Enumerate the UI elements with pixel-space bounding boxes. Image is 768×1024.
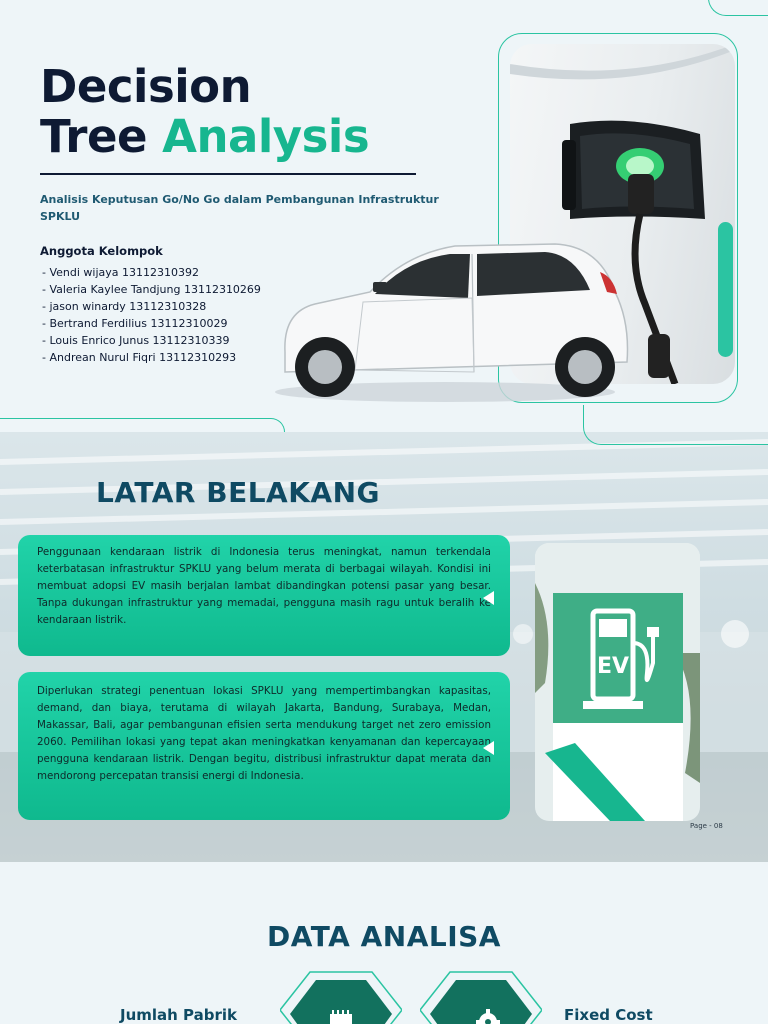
page-title [40, 62, 369, 162]
member-item: - Louis Enrico Junus 13112310339 [42, 334, 230, 347]
title-line2-part2: Analysis [162, 110, 370, 163]
member-item: - Vendi wijaya 13112310392 [42, 266, 199, 279]
label-factory-count: Jumlah Pabrik [120, 1006, 238, 1024]
accent-bar [718, 222, 733, 357]
fixed-cost-hexagon [420, 970, 542, 1024]
section-title-background: LATAR BELAKANG [96, 476, 381, 509]
paragraph-text: Diperlukan strategi penentuan lokasi SPKLU yang mempertimbangkan kapasitas, demand, dan biaya, terutama di wilayah Jakarta, Bandung, Surabaya, Medan, Makassar, Bali, agar pembangunan efisien serta mendukung target net zero emission 2060. Pemilihan lokasi yang tepat akan meningkatkan kenyamanan dan kepercayaan pengguna kendaraan listrik. Dengan begitu, distribusi infrastruktur dapat merata dan mendorong percepatan transisi energi di Indonesia. [37, 685, 491, 782]
factory-hexagon [280, 970, 402, 1024]
ev-sign-text: EV [596, 654, 630, 679]
member-item: - jason winardy 13112310328 [42, 300, 207, 313]
label-fixed-cost: Fixed Cost [564, 1006, 653, 1024]
title-line1: Decision [40, 60, 252, 113]
members-heading: Anggota Kelompok [40, 244, 163, 258]
decorative-frame [708, 0, 768, 16]
pointer-arrow-icon [483, 591, 494, 605]
member-item: - Andrean Nurul Fiqri 13112310293 [42, 351, 237, 364]
car-image [255, 232, 635, 407]
member-item: - Valeria Kaylee Tandjung 13112310269 [42, 283, 261, 296]
members-list [42, 264, 261, 366]
title-line2-part1: Tree [40, 110, 147, 163]
member-item: - Bertrand Ferdilius 13112310029 [42, 317, 228, 330]
paragraph-card [18, 535, 510, 656]
paragraph-card [18, 672, 510, 820]
ev-sign-photo [535, 543, 700, 821]
subtitle: Analisis Keputusan Go/No Go dalam Pembangunan Infrastruktur SPKLU [40, 193, 439, 223]
pointer-arrow-icon [483, 741, 494, 755]
section-title-data: DATA ANALISA [267, 920, 501, 953]
title-slide [0, 0, 768, 425]
page-number: Page - 08 [690, 822, 723, 830]
decorative-frame [583, 405, 768, 445]
decorative-frame [0, 418, 285, 432]
title-divider [40, 173, 416, 175]
paragraph-text: Penggunaan kendaraan listrik di Indonesia terus meningkat, namun terkendala keterbatasan infrastruktur SPKLU yang belum merata di berbagai wilayah. Kondisi ini membuat adopsi EV masih berjalan lambat dibandingkan potensi pasar yang besar. Tanpa dukungan infrastruktur yang memadai, pengguna masih ragu untuk beralih ke kendaraan listrik. [37, 546, 491, 626]
